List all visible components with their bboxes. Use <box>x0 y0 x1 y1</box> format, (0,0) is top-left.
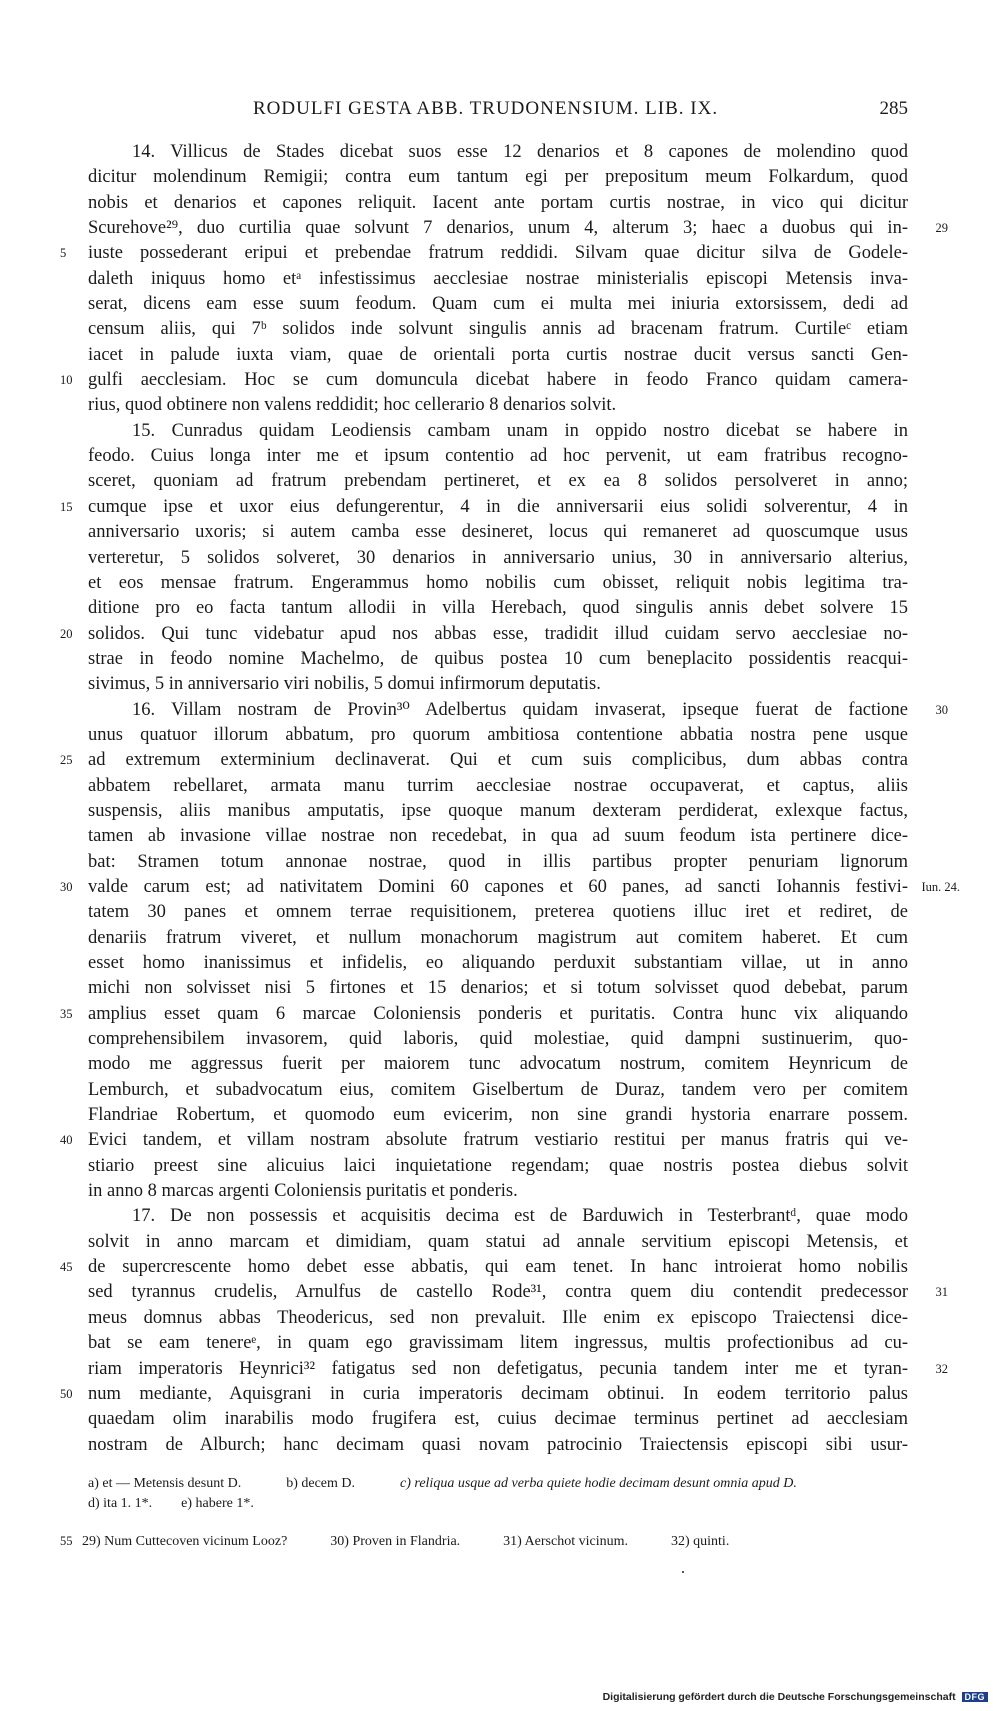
text-line <box>60 622 908 647</box>
text-line <box>60 1128 908 1153</box>
line-text: daleth iniquus homo etᵃ infestissimus aecclesiae nostrae ministerialis episcopi Metensis inva- <box>88 268 908 289</box>
line-text: esset homo inanissimus et infidelis, eo aliquando perduxit substantiam villae, ut in anno <box>88 953 908 973</box>
line-number: 20 <box>60 626 73 641</box>
text-line <box>88 723 908 748</box>
line-text: sceret, quoniam ad fratrum prebendam pertineret, et ex ea 8 solidos persolveret in anno; <box>88 471 908 492</box>
line-text: 14. Villicus de Stades dicebat suos esse 12 denarios et 8 capones de molendino quod <box>132 142 908 162</box>
text-line <box>88 596 908 621</box>
line-text: Evici tandem, et villam nostram absolute fratrum vestiario restitui per manus fratris qui ve- <box>88 1130 908 1151</box>
line-text: iuste possederant eripui et prebendae fratrum reddidi. Silvam quae dicitur silva de Godele- <box>88 243 908 264</box>
line-text: solvit in anno marcam et dimidiam, quam statui ad annale servitium episcopi Metensis, et <box>88 1231 908 1252</box>
text-line <box>88 520 908 545</box>
line-text: strae in feodo nomine Machelmo, de quibus postea 10 cum beneplacito possidentis reacqui- <box>88 648 908 669</box>
line-number: 35 <box>60 1006 73 1021</box>
credit-text: Digitalisierung gefördert durch die Deutsche Forschungsgemeinschaft <box>602 1691 956 1703</box>
line-text: et eos mensae fratrum. Engerammus homo nobilis cum obisset, reliquit nobis legitima tra- <box>88 572 908 593</box>
footnote-line-number: 55 <box>60 1534 73 1548</box>
text-line <box>88 698 948 723</box>
line-text: Lemburch, et subadvocatum eius, comitem Giselbertum de Duraz, tandem vero per comitem <box>88 1079 908 1100</box>
line-text: bat se eam tenereᵉ, in quam ego gravissimam litem ingressus, multis profectionibus ad cu- <box>88 1333 908 1354</box>
line-text: nobis et denarios et capones reliquit. Iacent ante portam curtis nostrae, in vico qui dicitur <box>88 192 908 213</box>
line-text: verteretur, 5 solidos solveret, 30 denarios in anniversario unius, 30 in anniversario alterius, <box>88 547 908 568</box>
line-text: unus quatuor illorum abbatum, pro quorum ambitiosa contentione abbatia nostra pene usque <box>88 724 908 745</box>
text-line <box>88 799 908 824</box>
text-line <box>88 824 908 849</box>
text-line <box>60 241 908 266</box>
footnote-a: a) et — Metensis desunt D. <box>88 1476 242 1491</box>
line-text: gulfi aecclesiam. Hoc se cum domuncula dicebat habere in feodo Franco quidam camera- <box>88 370 908 391</box>
text-line <box>88 216 948 241</box>
line-text: 16. Villam nostram de Provin³⁰ Adelbertus quidam invaserat, ipseque fuerat de factione <box>132 699 908 720</box>
line-text: serat, dicens eam esse suum feodum. Quam cum ei multa mei iniuria extorsissem, dedi ad <box>88 294 908 315</box>
line-number: 45 <box>60 1260 73 1275</box>
text-line <box>88 900 908 925</box>
text-line <box>60 1382 908 1407</box>
historical-footnotes <box>60 1534 729 1550</box>
margin-note: 30 <box>935 702 948 717</box>
line-text: abbatem rebellaret, armata manu turrim aecclesiae nostrae occupaverat, et captus, aliis <box>88 775 908 796</box>
line-number: 25 <box>60 753 73 768</box>
text-line <box>88 393 908 418</box>
line-text: 17. De non possessis et acquisitis decima est de Barduwich in Testerbrantᵈ, quae modo <box>132 1206 908 1227</box>
footnote-d: d) ita 1. 1*. <box>88 1496 153 1511</box>
line-text: stiario preest sine alicuius laici inquietatione regendam; quae nostris postea diebus solvit <box>88 1155 908 1176</box>
line-text: modo me aggressus fuerit per maiorem tunc advocatum nostrum, comitem Heynricum de <box>88 1054 908 1075</box>
text-line <box>88 976 908 1001</box>
line-text: comprehensibilem invasorem, quid laboris, quid molestiae, quid dampni sustinuerim, quo- <box>88 1029 908 1050</box>
text-line <box>88 1027 908 1052</box>
text-line <box>88 1331 908 1356</box>
text-line <box>88 1230 908 1255</box>
text-line <box>88 1433 908 1458</box>
margin-note: 31 <box>935 1285 948 1300</box>
line-text: quaedam olim inarabilis modo frugifera est, cuius decimae terminus pertinet ad aecclesiam <box>88 1409 908 1430</box>
line-text: denariis fratrum viveret, et nullum monachorum magistrum aut comitem haberet. Et cum <box>88 927 908 948</box>
margin-note: 32 <box>935 1361 948 1376</box>
footnote-30: 30) Proven in Flandria. <box>330 1534 461 1549</box>
line-text: 15. Cunradus quidam Leodiensis cambam unam in oppido nostro dicebat se habere in <box>132 420 908 441</box>
line-text: censum aliis, qui 7ᵇ solidos inde solvunt singulis annis ad bracenam fratrum. Curtileᶜ etiam <box>88 319 908 340</box>
text-line <box>60 875 960 900</box>
running-title: RODULFI GESTA ABB. TRUDONENSIUM. LIB. IX. <box>253 98 719 119</box>
text-line <box>88 140 908 165</box>
footnote-b: b) decem D. <box>286 1476 356 1491</box>
text-line <box>88 1154 908 1179</box>
line-text: sivimus, 5 in anniversario viri nobilis, 5 domui infirmorum deputatis. <box>88 674 601 695</box>
line-text: valde carum est; ad nativitatem Domini 60 capones et 60 panes, ad sancti Iohannis festivi- <box>88 876 908 897</box>
critical-footnotes-line-2 <box>88 1496 254 1512</box>
text-line <box>88 850 908 875</box>
line-text: Flandriae Robertum, et quomodo eum evicerim, non sine grandi hystoria enarrare possem. <box>88 1105 908 1126</box>
text-line <box>88 1407 908 1432</box>
text-line <box>88 191 908 216</box>
line-number: 50 <box>60 1386 73 1401</box>
text-line <box>88 774 908 799</box>
line-text: ad extremum exterminium declinaverat. Qui et cum suis complicibus, dum abbas contra <box>88 750 908 771</box>
page-number: 285 <box>879 98 908 119</box>
text-line <box>88 951 908 976</box>
line-number: 40 <box>60 1133 73 1148</box>
line-text: riam imperatoris Heynrici³² fatigatus sed non defetigatus, pecunia tandem inter me et tyran- <box>88 1358 908 1379</box>
text-line <box>88 571 908 596</box>
line-text: nostram de Alburch; hanc decimam quasi novam patrocinio Traiectensis episcopi sibi usur- <box>88 1434 908 1455</box>
main-text <box>60 140 960 1458</box>
line-text: suspensis, aliis manibus amputatis, ipse quoque manum dexteram perdiderat, exlexque factus, <box>88 800 908 821</box>
line-text: solidos. Qui tunc videbatur apud nos abbas esse, tradidit illud cuidam servo aecclesiae no- <box>88 623 908 644</box>
line-text: amplius esset quam 6 marcae Coloniensis ponderis et puritatis. Contra hunc vix aliquando <box>88 1003 908 1024</box>
line-text: feodo. Cuius longa inter me et ipsum contentio ad hoc pervenit, ut eam fratribus recogno- <box>88 446 908 467</box>
line-number: 10 <box>60 373 73 388</box>
line-text: meus domnus abbas Theodericus, sed non prevaluit. Ille enim ex episcopo Traiectensi dice- <box>88 1307 908 1328</box>
line-text: sed tyrannus crudelis, Arnulfus de castello Rode³¹, contra quem diu contendit predecessor <box>88 1282 908 1303</box>
line-text: dicitur molendinum Remigii; contra eum tantum egi per prepositum meum Folkardum, quod <box>88 167 908 188</box>
margin-note: 29 <box>935 221 948 236</box>
text-line <box>88 1306 908 1331</box>
line-number: 30 <box>60 879 73 894</box>
text-line <box>88 647 908 672</box>
text-line <box>88 469 908 494</box>
margin-note: Iun. 24. <box>921 879 960 894</box>
dfg-logo: DFG <box>962 1692 989 1702</box>
critical-footnotes-line-1 <box>88 1476 797 1492</box>
text-line <box>88 317 908 342</box>
digitization-credit <box>603 1691 988 1703</box>
line-text: Scurehove²⁹, duo curtilia quae solvunt 7 denarios, unum 4, alterum 3; haec a duobus qui in- <box>88 218 908 239</box>
text-line <box>88 1103 908 1128</box>
line-text: michi non solvisset nisi 5 firtones et 15 denarios; et si totum solvisset quod debebat, parum <box>88 978 908 999</box>
line-text: in anno 8 marcas argenti Coloniensis puritatis et ponderis. <box>88 1181 518 1202</box>
text-line <box>88 546 908 571</box>
text-line <box>88 292 908 317</box>
scan-speck <box>682 1571 684 1573</box>
text-line <box>88 419 908 444</box>
line-text: bat: Stramen totum annonae nostrae, quod in illis partibus propter penuriam lignorum <box>88 851 908 872</box>
text-line <box>88 1204 908 1229</box>
line-text: iacet in palude iuxta viam, quae de orientali porta curtis nostrae ducit versus sancti Gen- <box>88 344 908 365</box>
footnote-31: 31) Aerschot vicinum. <box>503 1534 628 1549</box>
text-line <box>88 444 908 469</box>
line-text: ditione pro eo facta tantum allodii in villa Herebach, quod singulis annis debet solvere 15 <box>88 598 908 619</box>
line-text: anniversario uxoris; si autem camba esse desineret, locus qui remaneret ad quoscumque usus <box>88 522 908 543</box>
text-line <box>88 343 908 368</box>
line-text: cumque ipse et uxor eius defungerentur, 4 in die anniversarii eius solidi solverentur, 4 in <box>88 496 908 517</box>
line-number: 15 <box>60 499 73 514</box>
line-text: tamen ab invasione villae nostrae non recedebat, in qua ad suum feodum ista pertinere dice- <box>88 826 908 847</box>
line-text: de supercrescente homo debet esse abbatis, qui eam tenet. In hanc introierat homo nobilis <box>88 1257 908 1278</box>
text-line <box>88 1078 908 1103</box>
line-text: rius, quod obtinere non valens reddidit; hoc cellerario 8 denarios solvit. <box>88 395 617 416</box>
line-text: tatem 30 panes et omnem terrae requisitionem, preterea quotiens illuc iret et rediret, de <box>88 902 908 923</box>
text-line <box>88 267 908 292</box>
text-line <box>60 1002 908 1027</box>
text-line <box>88 1052 908 1077</box>
footnote-c: c) reliqua usque ad verba quiete hodie decimam desunt omnia apud D. <box>400 1476 797 1491</box>
text-line <box>88 1179 908 1204</box>
text-line <box>88 926 908 951</box>
line-text: num mediante, Aquisgrani in curia imperatoris decimam obtinui. In eodem territorio palus <box>88 1383 908 1404</box>
text-line <box>60 368 908 393</box>
text-line <box>88 1280 948 1305</box>
page-header <box>88 98 908 122</box>
text-line <box>88 165 908 190</box>
text-line <box>60 1255 908 1280</box>
text-line <box>60 495 908 520</box>
footnote-29: 29) Num Cuttecoven vicinum Looz? <box>82 1534 288 1549</box>
line-number: 5 <box>60 246 67 261</box>
text-line <box>88 672 908 697</box>
footnote-e: e) habere 1*. <box>181 1496 254 1511</box>
text-line <box>88 1357 948 1382</box>
footnote-32: 32) quinti. <box>670 1534 730 1549</box>
text-line <box>60 748 908 773</box>
